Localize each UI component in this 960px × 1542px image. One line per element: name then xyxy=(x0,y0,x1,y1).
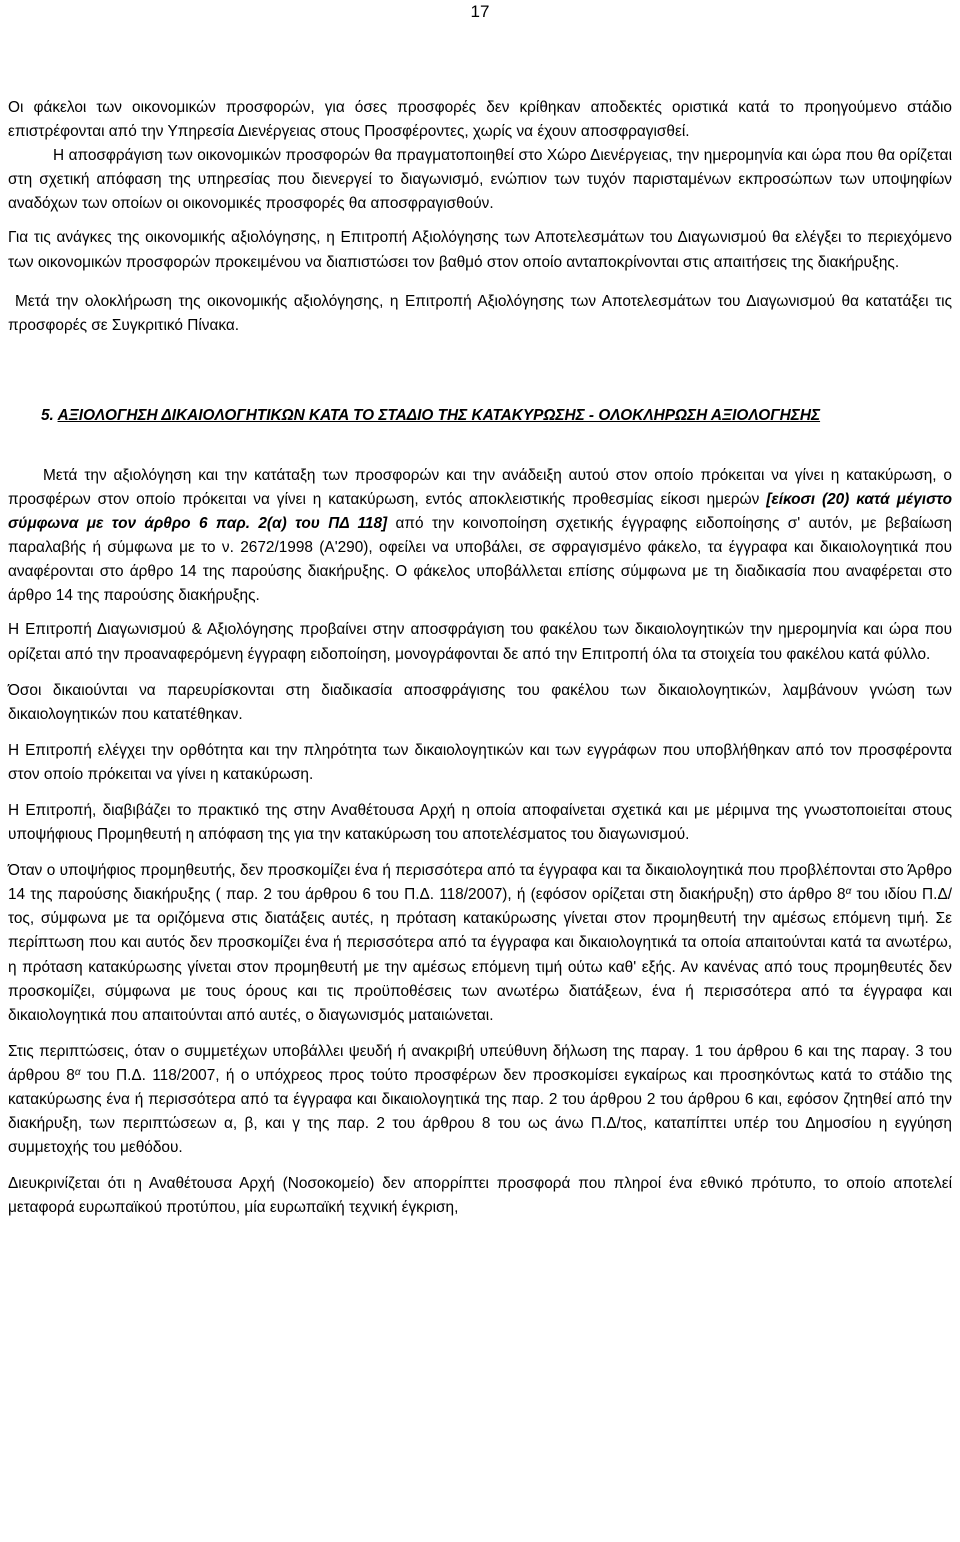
document-body xyxy=(8,96,952,1220)
deadline-bold-text: [είκοσι (20) κατά μέγιστο σύμφωνα με τον άρθρο 6 παρ. 2(α) του ΠΔ 118] xyxy=(8,490,952,533)
paragraph-attendees: Όσοι δικαιούνται να παρευρίσκονται στη διαδικασία αποσφράγισης του φακέλου των δικαιολογητικών, λαμβάνουν γνώση των δικαιολογητικών που κατατέθηκαν. xyxy=(8,681,952,723)
paragraph-missing-documents: Όταν ο υποψήφιος προμηθευτής, δεν προσκομίζει ένα ή περισσότερα από τα έγγραφα και τα δικαιολογητικά που προβλέπονται στο Άρθρο 14 της παρούσης διακήρυξης ( παρ. 2 του άρθρου 6 του Π.Δ. 118/2007), ή (εφόσον ορίζεται στη διακήρυξη) στο άρθρο $8^\alpha$ του ιδίου Π.Δ/τος, σύμφωνα με τα οριζόμενα στις διατάξεις αυτές, η πρόταση κατακύρωσης γίνεται στον προμηθευτή την αμέσως επόμενη τιμή. Σε περίπτωση που και αυτός δεν προσκομίζει ένα ή περισσότερα από τα έγγραφα και δικαιολογητικά τα οποία απαιτούνται κατά τα ανωτέρω, η πρόταση κατακύρωσης γίνεται στον προμηθευτή με την αμέσως επόμενη τιμή ούτω καθ' εξής. Αν κανένας από τους προμηθευτές δεν προσκομίζει, σύμφωνα με τους όρους και τις προϋποθέσεις των ανωτέρω διατάξεων, ένα ή περισσότερα από τα έγγραφα και δικαιολογητικά που απαιτούνται από αυτές, ο διαγωνισμός ματαιώνεται. xyxy=(8,862,953,1024)
paragraph-minutes: Η Επιτροπή, διαβιβάζει το πρακτικό της στην Αναθέτουσα Αρχή η οποία αποφαίνεται σχετικά και με μέριμνα της γνωστοποιείται στους υποψήφιους Προμηθευτή η απόφαση της για την κατακύρωση του αποτελέσματος του διαγωνισμού. xyxy=(8,801,952,844)
paragraph-return-envelopes: Οι φάκελοι των οικονομικών προσφορών, για όσες προσφορές δεν κρίθηκαν αποδεκτές οριστικά κατά το προηγούμενο στάδιο επιστρέφονται από την Υπηρεσία Διενέργειας στους Προσφέροντες, χωρίς να έχουν αποσφραγισθεί. xyxy=(8,99,952,141)
superscript-alpha: α xyxy=(845,886,852,898)
superscript-alpha: α xyxy=(74,1066,81,1078)
paragraph-committee-unsealing: Η Επιτροπή Διαγωνισμού & Αξιολόγησης προβαίνει στην αποσφράγιση του φακέλου των δικαιολογητικών την ημερομηνία και ώρα που ορίζεται από την προαναφερόμενη έγγραφη ειδοποίηση, μονογράφονται δε από την Επιτροπή όλα τα στοιχεία του φακέλου κατά φύλλο. xyxy=(8,621,952,663)
section-title: ΑΞΙΟΛΟΓΗΣΗ ΔΙΚΑΙΟΛΟΓΗΤΙΚΩΝ ΚΑΤΑ ΤΟ ΣΤΑΔΙΟ ΤΗΣ ΚΑΤΑΚΥΡΩΣΗΣ - ΟΛΟΚΛΗΡΩΣΗ ΑΞΙΟΛΟΓΗΣΗΣ xyxy=(57,406,821,424)
paragraph-false-declaration: Στις περιπτώσεις, όταν ο συμμετέχων υποβάλλει ψευδή ή ανακριβή υπεύθυνη δήλωση της παραγ. 1 του άρθρου 6 και της παραγ. 3 του άρθρου $8^\alpha$ του Π.Δ. 118/2007, ή ο υπόχρεος προς τούτο προσφέρων δεν προσκομίσει εγκαίρως και προσηκόντως κατά το στάδιο της κατακύρωσης ένα ή περισσότερα από τα έγγραφα και δικαιολογητικά της παρ. 2 του άρθρου 2 του άρθρου 6 και, εφόσον ζητηθεί από την διακήρυξη, των περιπτώσεων α, β, και γ της παρ. 2 του άρθρου 8 του ως άνω Π.Δ/τος, καταπίπτει υπέρ του Δημοσίου η εγγύηση συμμετοχής του μεθόδου. xyxy=(8,1042,952,1157)
paragraph-committee-check: Η Επιτροπή ελέγχει την ορθότητα και την πληρότητα των δικαιολογητικών και των εγγράφων που υποβλήθηκαν από τον προσφέροντα στον οποίο πρόκειται να γίνει η κατακύρωση. xyxy=(8,741,952,783)
paragraph-unsealing: Η αποσφράγιση των οικονομικών προσφορών θα πραγματοποιηθεί στο Χώρο Διενέργειας, την ημερομηνία και ώρα που θα ορίζεται στη σχετική απόφαση της υπηρεσίας που διενεργεί το διαγωνισμό, ενώπιον των τυχόν παρισταμένων εκπροσώπων των υποψηφίων αναδόχων των οποίων οι οικονομικές προσφορές θα αποσφραγισθούν. xyxy=(8,147,952,213)
paragraph-award-documents: Μετά την αξιολόγηση και την κατάταξη των προσφορών και την ανάδειξη αυτού στον οποίο πρόκειται να γίνει η κατακύρωση, ο προσφέρων στον οποίο πρόκειται να γίνει η κατακύρωση, εντός αποκλειστικής προθεσμίας είκοσι ημερών [είκοσι (20) κατά μέγιστο σύμφωνα με τον άρθρο 6 παρ. 2(α) του ΠΔ 118] από την κοινοποίηση σχετικής έγγραφης ειδοποίησης σ' αυτόν, με βεβαίωση παραλαβής ή σύμφωνα με το ν. 2672/1998 (Α'290), οφείλει να υποβάλει, σε σφραγισμένο φάκελο, τα έγγραφα και δικαιολογητικά που αναφέρονται στο άρθρο 14 της παρούσης διακήρυξης. Ο φάκελος υποβάλλεται επίσης σύμφωνα με τη διαδικασία που αναφέρεται στο άρθρο 14 της παρούσης διακήρυξης. xyxy=(8,466,952,605)
paragraph-comparative-table: Μετά την ολοκλήρωση της οικονομικής αξιολόγησης, η Επιτροπή Αξιολόγησης των Αποτελεσμάτων του Διαγωνισμού θα κατατάξει τις προσφορές σε Συγκριτικό Πίνακα. xyxy=(8,292,952,334)
paragraph-financial-evaluation: Για τις ανάγκες της οικονομικής αξιολόγησης, η Επιτροπή Αξιολόγησης των Αποτελεσμάτων του Διαγωνισμού θα ελέγξει το περιεχόμενο των οικονομικών προσφορών προκειμένου να διαπιστώσει τον βαθμό στον οποίο ανταποκρίνονται στις απαιτήσεις της διακήρυξης. xyxy=(8,229,952,271)
section-heading xyxy=(8,405,952,427)
paragraph-clarification: Διευκρινίζεται ότι η Αναθέτουσα Αρχή (Νοσοκομείο) δεν απορρίπτει προσφορά που πληροί ένα εθνικό πρότυπο, το οποίο αποτελεί μεταφορά ευρωπαϊκού προτύπου, μία ευρωπαϊκή τεχνική έγκριση, xyxy=(8,1175,952,1217)
section-number: 5. xyxy=(41,406,54,424)
page-number: 17 xyxy=(470,2,490,21)
